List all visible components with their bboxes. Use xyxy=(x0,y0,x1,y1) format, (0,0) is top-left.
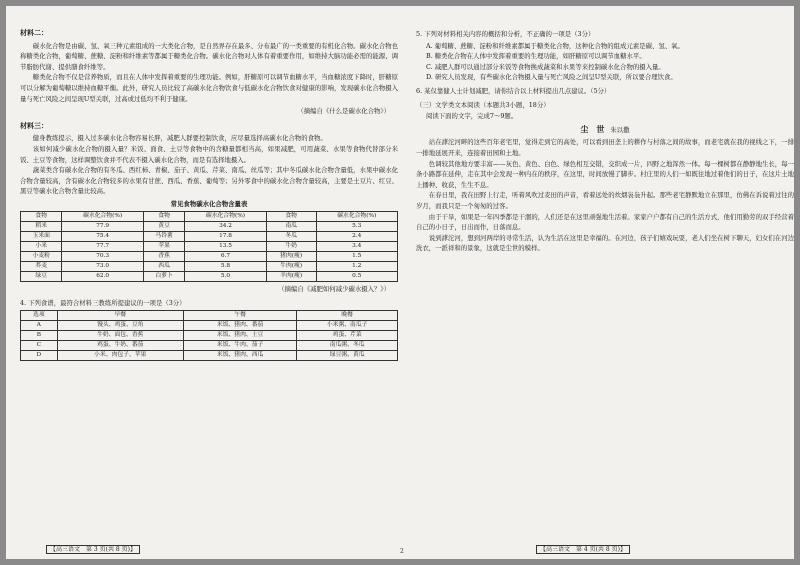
menu-cell: 米饭、牛肉、茄子 xyxy=(183,340,296,350)
table-cell: 1.2 xyxy=(316,261,397,271)
table-cell: 5.8 xyxy=(185,261,266,271)
menu-row xyxy=(21,330,398,340)
table-cell: 75.4 xyxy=(62,231,143,241)
q5-option-d: D. 研究人员发现，有些碳水化合物摄入量与死亡风险之间呈U型关联，所以要合理饮食。 xyxy=(426,73,677,82)
page-3-footer-label: 【高三语文 第 3 页(共 8 页)】 xyxy=(46,545,140,554)
menu-cell: 绿豆粥、黄瓜 xyxy=(297,350,398,360)
table-cell: 牛肉(瘦) xyxy=(266,261,316,271)
table-header: 食物 xyxy=(266,211,316,221)
table-cell: 1.5 xyxy=(316,251,397,261)
menu-header: 早餐 xyxy=(57,310,183,320)
table-cell: 南瓜 xyxy=(266,221,316,231)
scan-page-number: 2 xyxy=(400,548,404,555)
table-cell: 5.0 xyxy=(185,271,266,281)
material-3-para-1: 健身教练提示，摄入过多碳水化合物容易长胖，减肥人群要控制饮食，应尽量选择高碳水化合物的食物。 xyxy=(32,134,327,143)
material-2-para-2: 糖类化合物不仅是营养物质，而且在人体中发挥着重要的生理功能。例如，肝糖原可以调节血糖水平，当血糖浓度下降时，肝糖原可以分解为葡萄糖以维持血糖平衡。此外，研究人员比较了高碳水化合物饮食与低碳水化合物饮食对健康的影响，发现碳水化合物摄入量与死亡风险之间呈现U型关联，过高或过低均不利于健康。 xyxy=(20,73,398,103)
table-cell: 77.7 xyxy=(62,241,143,251)
table-cell: 羊肉(瘦) xyxy=(266,271,316,281)
q5-option-c: C. 减肥人群可以通过部分米饭等食物换成蔬菜和水果等来控制碳水化合物的摄入量。 xyxy=(426,62,665,71)
table-cell: 西瓜 xyxy=(143,261,184,271)
menu-cell: B xyxy=(21,330,58,340)
table-row xyxy=(21,271,398,281)
table-caption: 常见食物碳水化合物含量表 xyxy=(170,199,248,208)
story-title xyxy=(416,124,794,136)
table-header-row xyxy=(21,211,398,221)
story-paragraph: 说到滹沱河，想到河两岸的寻常生活，认为生活在这里是幸福的。在河边，孩子们嬉戏玩耍，老人们坐在树下聊天，妇女们在河边洗衣，一派祥和的景象，这就是尘世的模样。 xyxy=(416,233,794,253)
table-cell: 稻米 xyxy=(21,221,62,231)
menu-cell: 牛奶、面包、香蕉 xyxy=(57,330,183,340)
story-paragraph: 由于干旱，如果是一年四季都是干涸的，人们还是在这里顽强地生活着。家家户户都有自己的生活方式，他们用勤劳的双手经营着自己的小日子，日出而作，日落而息。 xyxy=(416,212,794,232)
menu-cell: 馒头、鸡蛋、豆角 xyxy=(57,320,183,330)
q5-option-a: A. 葡萄糖、蔗糖、淀粉和纤维素都属于糖类化合物，这种化合物的组成元素是碳、氢、氧。 xyxy=(426,41,684,50)
menu-row xyxy=(21,350,398,360)
menu-header: 选项 xyxy=(21,310,58,320)
menu-table xyxy=(20,310,398,361)
menu-row xyxy=(21,320,398,330)
table-cell: 冬瓜 xyxy=(266,231,316,241)
table-header: 食物 xyxy=(21,211,62,221)
menu-cell: 南瓜粥、冬瓜 xyxy=(297,340,398,350)
page-4 xyxy=(416,26,794,556)
table-cell: 70.3 xyxy=(62,251,143,261)
story-paragraph: 色调较其他地方要丰富——灰色、黄色、白色、绿色相互交错，交织成一片，四野之地浑然一体。每一棵树都在静静地生长，每一条小路都在延伸，走在其中会发现一种内在的秩序，在这里，时间放慢了脚步。村庄里的人们一如既往地过着他们的日子，在这片土地上播种、收获，生生不息。 xyxy=(416,159,794,189)
question-4: 4. 下列食谱，最符合材料三教练所提建议的一项是（3分） xyxy=(20,299,186,308)
material-3-heading: 材料三： xyxy=(20,120,48,130)
story-paragraph: 在春日里，我在田野上行走，听着风吹过麦田的声音，看着远处的炊烟袅袅升起。那些老宅静默地立在那里，仿佛在诉说着过往的岁月，而我只是一个匆匆的过客。 xyxy=(416,191,794,210)
table-cell: 17.8 xyxy=(185,231,266,241)
menu-row xyxy=(21,340,398,350)
section-3-heading: （三）文学类文本阅读（本题共3小题，18分） xyxy=(416,100,550,109)
table-cell: 77.9 xyxy=(62,221,143,231)
table-row xyxy=(21,261,398,271)
table-cell: 13.5 xyxy=(185,241,266,251)
table-row xyxy=(21,231,398,241)
story-author: 朱以撒 xyxy=(610,125,630,134)
exam-sheet xyxy=(6,6,794,559)
menu-header: 午餐 xyxy=(183,310,296,320)
q5-option-b: B. 糖类化合物在人体中发挥着重要的生理功能，如肝糖原可以调节血糖水平。 xyxy=(426,52,646,61)
table-cell: 小麦粉 xyxy=(21,251,62,261)
table-cell: 香蕉 xyxy=(143,251,184,261)
table-header: 碳水化合物(%) xyxy=(62,211,143,221)
menu-cell: 米饭、猪肉、西瓜 xyxy=(183,350,296,360)
menu-header-row xyxy=(21,310,398,320)
menu-cell: 小米粥、南瓜子 xyxy=(297,320,398,330)
table-cell: 马铃薯 xyxy=(143,231,184,241)
menu-header: 晚餐 xyxy=(297,310,398,320)
material-3-para-3: 蔬菜类含有碳水化合物的有冬瓜、西红柿、青椒、茄子、黄瓜、芹菜、南瓜、丝瓜等；其中冬瓜碳水化合物含量低，水果中碳水化合物含量较高，含有碳水化合物较多的水果有甘蔗、西瓜、香蕉、葡萄等；另外零食中的碳水化合物含量较高，主要是土豆片、红豆、黑豆等碳水化合物含量比较高。 xyxy=(20,166,398,196)
table-cell: 小米 xyxy=(21,241,62,251)
question-6: 6. 某仅靠健人士计划减肥，请你结合以上材料提出几点建议。（5分） xyxy=(416,86,611,95)
menu-cell: D xyxy=(21,350,58,360)
table-cell: 73.0 xyxy=(62,261,143,271)
material-3-para-2: 该如何减少碳水化合物的摄入量？米饭、面食、土豆等食物中的含糖量都相当高，如果减肥，可用蔬菜、水果等食物代替部分米饭、土豆等食物，这样调整饮食并不代表不摄入碳水化合物，而是有选择地摄入。 xyxy=(20,144,398,164)
menu-cell: 米饭、猪肉、土豆 xyxy=(183,330,296,340)
table-row xyxy=(21,241,398,251)
table-cell: 猪肉(瘦) xyxy=(266,251,316,261)
page-4-footer xyxy=(536,544,630,553)
carb-content-table xyxy=(20,211,398,282)
table-cell: 3.4 xyxy=(316,241,397,251)
material-2-heading: 材料二： xyxy=(20,28,48,37)
page-3-footer xyxy=(46,544,140,553)
table-header: 食物 xyxy=(143,211,184,221)
table-cell: 荞麦 xyxy=(21,261,62,271)
table-cell: 34.2 xyxy=(185,221,266,231)
menu-cell: A xyxy=(21,320,58,330)
table-row xyxy=(21,221,398,231)
story-paragraph: 站在滹沱河畔的这些百年老宅里，觉得走到它的高处，可以看到田垄上的耕作与村落之间的故事，而老宅就在我的视线之下，一排一排地延展开来，连接着田园和土地。 xyxy=(416,138,794,157)
table-header: 碳水化合物(%) xyxy=(185,211,266,221)
table-cell: 5.3 xyxy=(316,221,397,231)
table-cell: 牛奶 xyxy=(266,241,316,251)
table-cell: 2.4 xyxy=(316,231,397,241)
story-title-text: 尘 世 xyxy=(580,123,605,134)
question-5: 5. 下列对材料相关内容的概括和分析，不正确的一项是（3分） xyxy=(416,30,595,38)
menu-cell: 小米、肉包子、苹果 xyxy=(57,350,183,360)
table-row xyxy=(21,251,398,261)
table-cell: 玉米面 xyxy=(21,231,62,241)
page-3 xyxy=(20,26,398,556)
table-cell: 绿豆 xyxy=(21,271,62,281)
table-cell: 苹果 xyxy=(143,241,184,251)
table-cell: 0.5 xyxy=(316,271,397,281)
material-2-source: （摘编自《什么是碳水化合物》） xyxy=(297,107,390,116)
table-cell: 62.0 xyxy=(62,271,143,281)
material-2-para-1: 碳水化合物是由碳、氢、氧三种元素组成的一大类化合物，是自然界存在最多、分布最广的一类重要的有机化合物。碳水化合物也称糖类化合物，葡萄糖、蔗糖、淀粉和纤维素等都属于糖类化合物。碳水化合物对人体有着重要作用，如维持大脑功能必需的能源、调节脂肪代谢、提供膳食纤维等。 xyxy=(20,41,398,71)
section-3-intro: 阅读下面的文字，完成7～9题。 xyxy=(426,112,518,121)
menu-cell: 鸡蛋、牛奶、番茄 xyxy=(57,340,183,350)
table-cell: 6.7 xyxy=(185,251,266,261)
table-cell: 黄豆 xyxy=(143,221,184,231)
table-header: 碳水化合物(%) xyxy=(316,211,397,221)
menu-cell: 鸡蛋、芹菜 xyxy=(297,330,398,340)
menu-cell: C xyxy=(21,340,58,350)
table-source: （摘编自《减肥如何减少碳水摄入？》） xyxy=(278,284,390,293)
menu-cell: 米饭、猪肉、番茄 xyxy=(183,320,296,330)
table-cell: 白萝卜 xyxy=(143,271,184,281)
page-4-footer-label: 【高三语文 第 4 页(共 8 页)】 xyxy=(536,545,630,554)
